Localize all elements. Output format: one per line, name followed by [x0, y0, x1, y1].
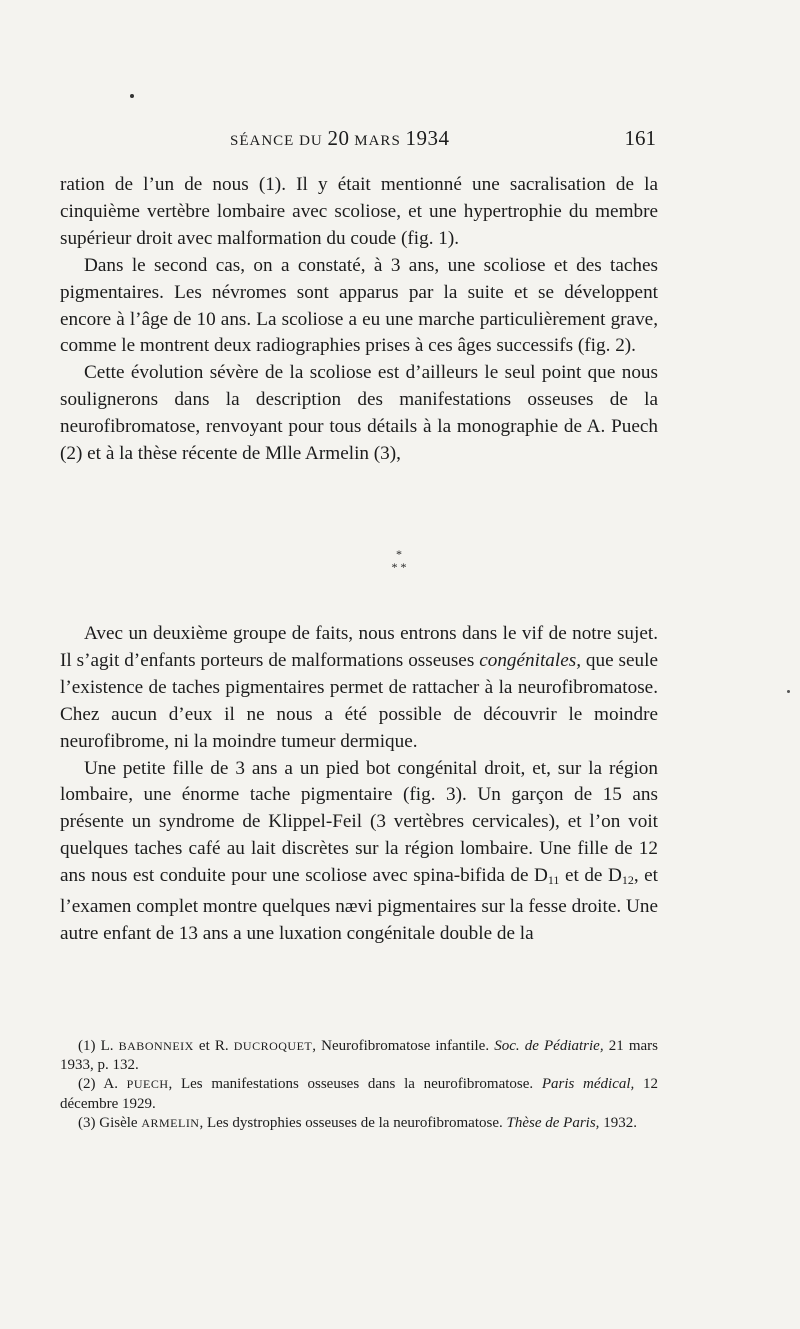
footnote-3-author: ARMELIN: [141, 1115, 200, 1130]
section-separator: [0, 548, 798, 574]
footnote-1-author-1: BABONNEIX: [118, 1039, 194, 1053]
paragraph-1: ration de l’un de nous (1). Il y était mentionné une sacralisation de la cinquième vertèbre lombaire avec scoliose, et une hypertrophie du membre supérieur droit avec malformation du coude (fig. 1).: [60, 174, 658, 249]
footnote-1-and: et R.: [193, 1038, 234, 1054]
footnote-3: [60, 1114, 658, 1133]
paragraph-5-mid: et de D: [559, 865, 622, 887]
footnote-3-title: , Les dystrophies osseuses de la neurofibromatose.: [199, 1114, 507, 1131]
paragraph-4-part-b: que seule l’existence de taches pigmentaires permet de rattacher à la neurofibromatose. Chez aucun d’eux il ne nous a été possible de découvrir le moindre neurofibrome, ni la moindre tumeur dermique.: [60, 649, 658, 752]
footnote-1-title: , Neurofibromatose infantile.: [312, 1038, 495, 1054]
subscript-12: 12: [621, 873, 634, 888]
running-title-month: MARS: [349, 133, 406, 149]
section-1: [60, 172, 658, 468]
section-2: [60, 621, 658, 948]
paragraph-2: Dans le second cas, on a constaté, à 3 ans, une scoliose et des taches pigmentaires. Les névromes sont apparus par la suite et se développent encore à l’âge de 10 ans. La scoliose a eu une marche particulièrement grave, comme le montrent deux radiographies prises à ces âges successifs (fig. 2).: [60, 254, 658, 357]
running-header: [60, 126, 656, 158]
subscript-11: 11: [547, 873, 560, 888]
separator-stars-bottom: * *: [391, 560, 407, 574]
paragraph-5-part-b: , et l’examen complet montre quelques nævi pigmentaires sur la fesse droite. Une autre enfant de 13 ans a une luxation congénitale double de la: [60, 865, 658, 944]
footnote-3-num: (3) Gisèle: [78, 1114, 142, 1131]
footnote-2-author: PUECH: [126, 1077, 169, 1092]
separator-star-top: *: [396, 547, 402, 561]
paragraph-4-emphasis: congénitales,: [479, 649, 581, 671]
running-title-year: 1934: [405, 126, 450, 150]
paragraph-5-part-a: Une petite fille de 3 ans a un pied bot congénital droit, et, sur la région lombaire, une énorme tache pigmentaire (fig. 3). Un garçon de 15 ans présente un syndrome de Klippel-Feil (3 vertèbres cervicales), et l’on voit quelques taches café au lait discrètes sur la région lombaire. Une fille de 12 ans nous est conduite pour une scoliose avec spina-bifida de D: [60, 757, 658, 887]
running-title-prefix: SÉANCE DU: [230, 133, 328, 149]
footnote-1-author-2: DUCROQUET: [233, 1039, 313, 1053]
footnote-1-num: (1) L.: [78, 1038, 119, 1054]
footnote-3-journal: Thèse de Paris,: [506, 1114, 600, 1131]
paragraph-5: [60, 756, 658, 948]
scan-speck: [130, 94, 134, 98]
footnote-2: [60, 1075, 658, 1113]
scan-speck-right: [787, 690, 790, 693]
paragraph-4: [60, 621, 658, 756]
running-title-day: 20: [327, 126, 350, 150]
running-title: [230, 126, 450, 151]
paragraph-3: Cette évolution sévère de la scoliose est d’ailleurs le seul point que nous soulignerons dans la description des manifestations osseuses de la neurofibromatose, renvoyant pour tous détails à la monographie de A. Puech (2) et à la thèse récente de Mlle Armelin (3),: [60, 362, 658, 465]
footnote-1: [60, 1037, 658, 1075]
footnote-2-title: , Les manifestations osseuses dans la neurofibromatose.: [168, 1076, 542, 1093]
footnote-1-date: 21 mars 1933, p. 132.: [60, 1038, 658, 1074]
paragraph-4-part-a: Avec un deuxième groupe de faits, nous entrons dans le vif de notre sujet. Il s’agit d’enfants porteurs de malformations osseuses: [60, 623, 658, 671]
footnote-2-journal: Paris médical,: [541, 1076, 635, 1093]
footnote-2-num: (2) A.: [78, 1076, 127, 1093]
page-number: 161: [624, 126, 656, 150]
footnote-2-date: 12 décembre 1929.: [60, 1076, 658, 1112]
footnote-1-journal: Soc. de Pédiatrie,: [494, 1038, 604, 1054]
footnote-3-date: 1932.: [599, 1114, 637, 1131]
footnotes: [60, 1037, 658, 1133]
